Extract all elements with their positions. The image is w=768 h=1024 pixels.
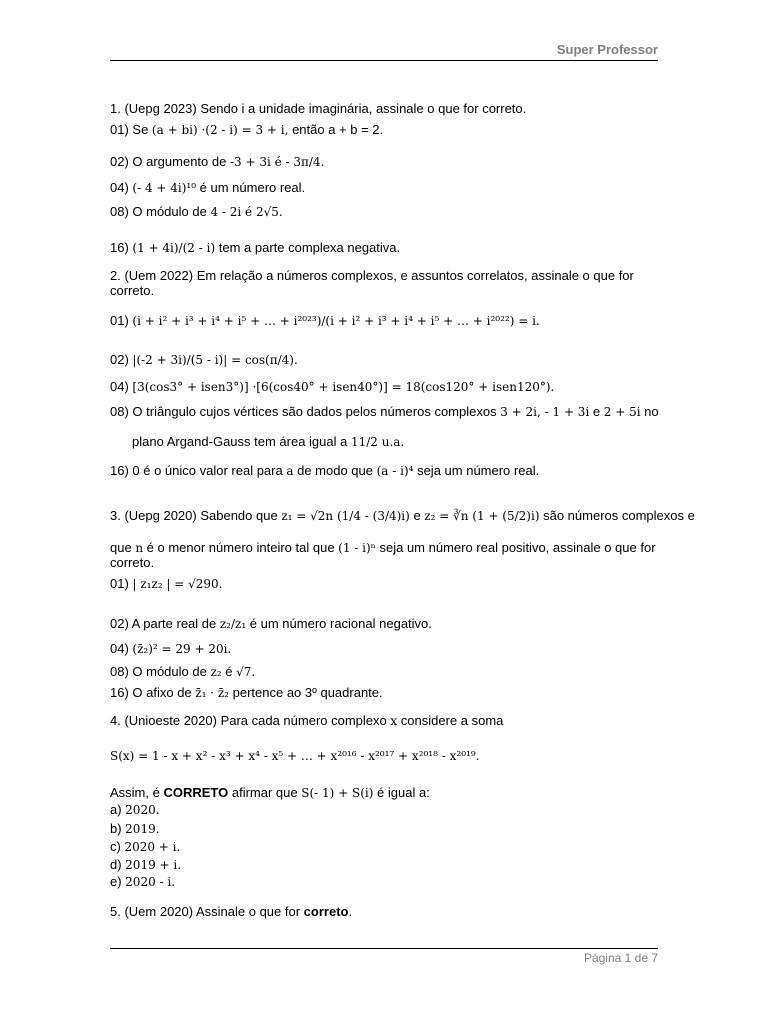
q2-option-01: 01) (i + i² + i³ + i⁴ + i⁵ + … + i²⁰²³)/(i + i² + i³ + i⁴ + i⁵ + … + i²⁰²²) = i. xyxy=(110,313,540,328)
q1-option-08: 08) O módulo de 4 - 2i é 2√5. xyxy=(110,204,283,219)
q4-option-b: b) 2019. xyxy=(110,821,160,836)
q4-option-e: e) 2020 - i. xyxy=(110,874,176,889)
q3-option-01: 01) | z₁z₂ | = √290. xyxy=(110,576,223,591)
q1-option-01: 01) Se (a + bi) ·(2 - i) = 3 + i, então a + b = 2. xyxy=(110,122,384,137)
q3-option-04: 04) (z̄₂)² = 29 + 20i. xyxy=(110,641,232,656)
q1-title: 1. (Uepg 2023) Sendo i a unidade imaginária, assinale o que for correto. xyxy=(110,101,527,116)
q3-title-line3: correto. xyxy=(110,555,155,570)
q2-option-08-line2: plano Argand-Gauss tem área igual a 11/2 u.a. xyxy=(132,434,405,449)
q5-title: 5. (Uem 2020) Assinale o que for correto. xyxy=(110,904,353,919)
page-number: Página 1 de 7 xyxy=(583,951,658,965)
q3-title-line1: 3. (Uepg 2020) Sabendo que z₁ = √2n (1/4 - (3/4)i) e z₂ = ∛n (1 + (5/2)i) são números complexos e xyxy=(110,508,695,523)
footer-rule xyxy=(110,948,658,949)
q2-option-16: 16) 0 é o único valor real para a de modo que (a - i)⁴ seja um número real. xyxy=(110,463,540,478)
q1-option-02: 02) O argumento de -3 + 3i é - 3π/4. xyxy=(110,154,325,169)
q2-option-02: 02) |(-2 + 3i)/(5 - i)| = cos(π/4). xyxy=(110,352,298,367)
q3-option-08: 08) O módulo de z₂ é √7. xyxy=(110,664,256,679)
q4-option-d: d) 2019 + i. xyxy=(110,857,182,872)
q2-option-08: 08) O triângulo cujos vértices são dados pelos números complexos 3 + 2i, - 1 + 3i e 2 + 5i no xyxy=(110,404,659,419)
q1-option-04: 04) (- 4 + 4i)¹⁰ é um número real. xyxy=(110,180,306,195)
header-brand: Super Professor xyxy=(556,42,658,57)
q3-option-16: 16) O afixo de z̄₁ · z̄₂ pertence ao 3º quadrante. xyxy=(110,685,383,700)
q4-sum: S(x) = 1 - x + x² - x³ + x⁴ - x⁵ + … + x²⁰¹⁶ - x²⁰¹⁷ + x²⁰¹⁸ - x²⁰¹⁹. xyxy=(110,749,480,763)
q4-assim: Assim, é CORRETO afirmar que S(- 1) + S(i) é igual a: xyxy=(110,785,430,800)
q4-option-a: a) 2020. xyxy=(110,802,160,817)
q4-option-c: c) 2020 + i. xyxy=(110,839,181,854)
q3-option-02: 02) A parte real de z₂/z₁ é um número racional negativo. xyxy=(110,616,432,631)
q2-option-04: 04) [3(cos3° + isen3°)] ·[6(cos40° + isen40°)] = 18(cos120° + isen120°). xyxy=(110,379,555,394)
q2-title-line1: 2. (Uem 2022) Em relação a números complexos, e assuntos correlatos, assinale o que for xyxy=(110,268,634,283)
q1-option-16: 16) (1 + 4i)/(2 - i) tem a parte complexa negativa. xyxy=(110,240,401,255)
q2-title-line2: correto. xyxy=(110,283,155,298)
header-rule xyxy=(110,60,658,61)
q4-title: 4. (Unioeste 2020) Para cada número complexo x considere a soma xyxy=(110,713,504,728)
q3-title-line2: que n é o menor número inteiro tal que (1 - i)ⁿ seja um número real positivo, assinale o que for xyxy=(110,540,656,555)
